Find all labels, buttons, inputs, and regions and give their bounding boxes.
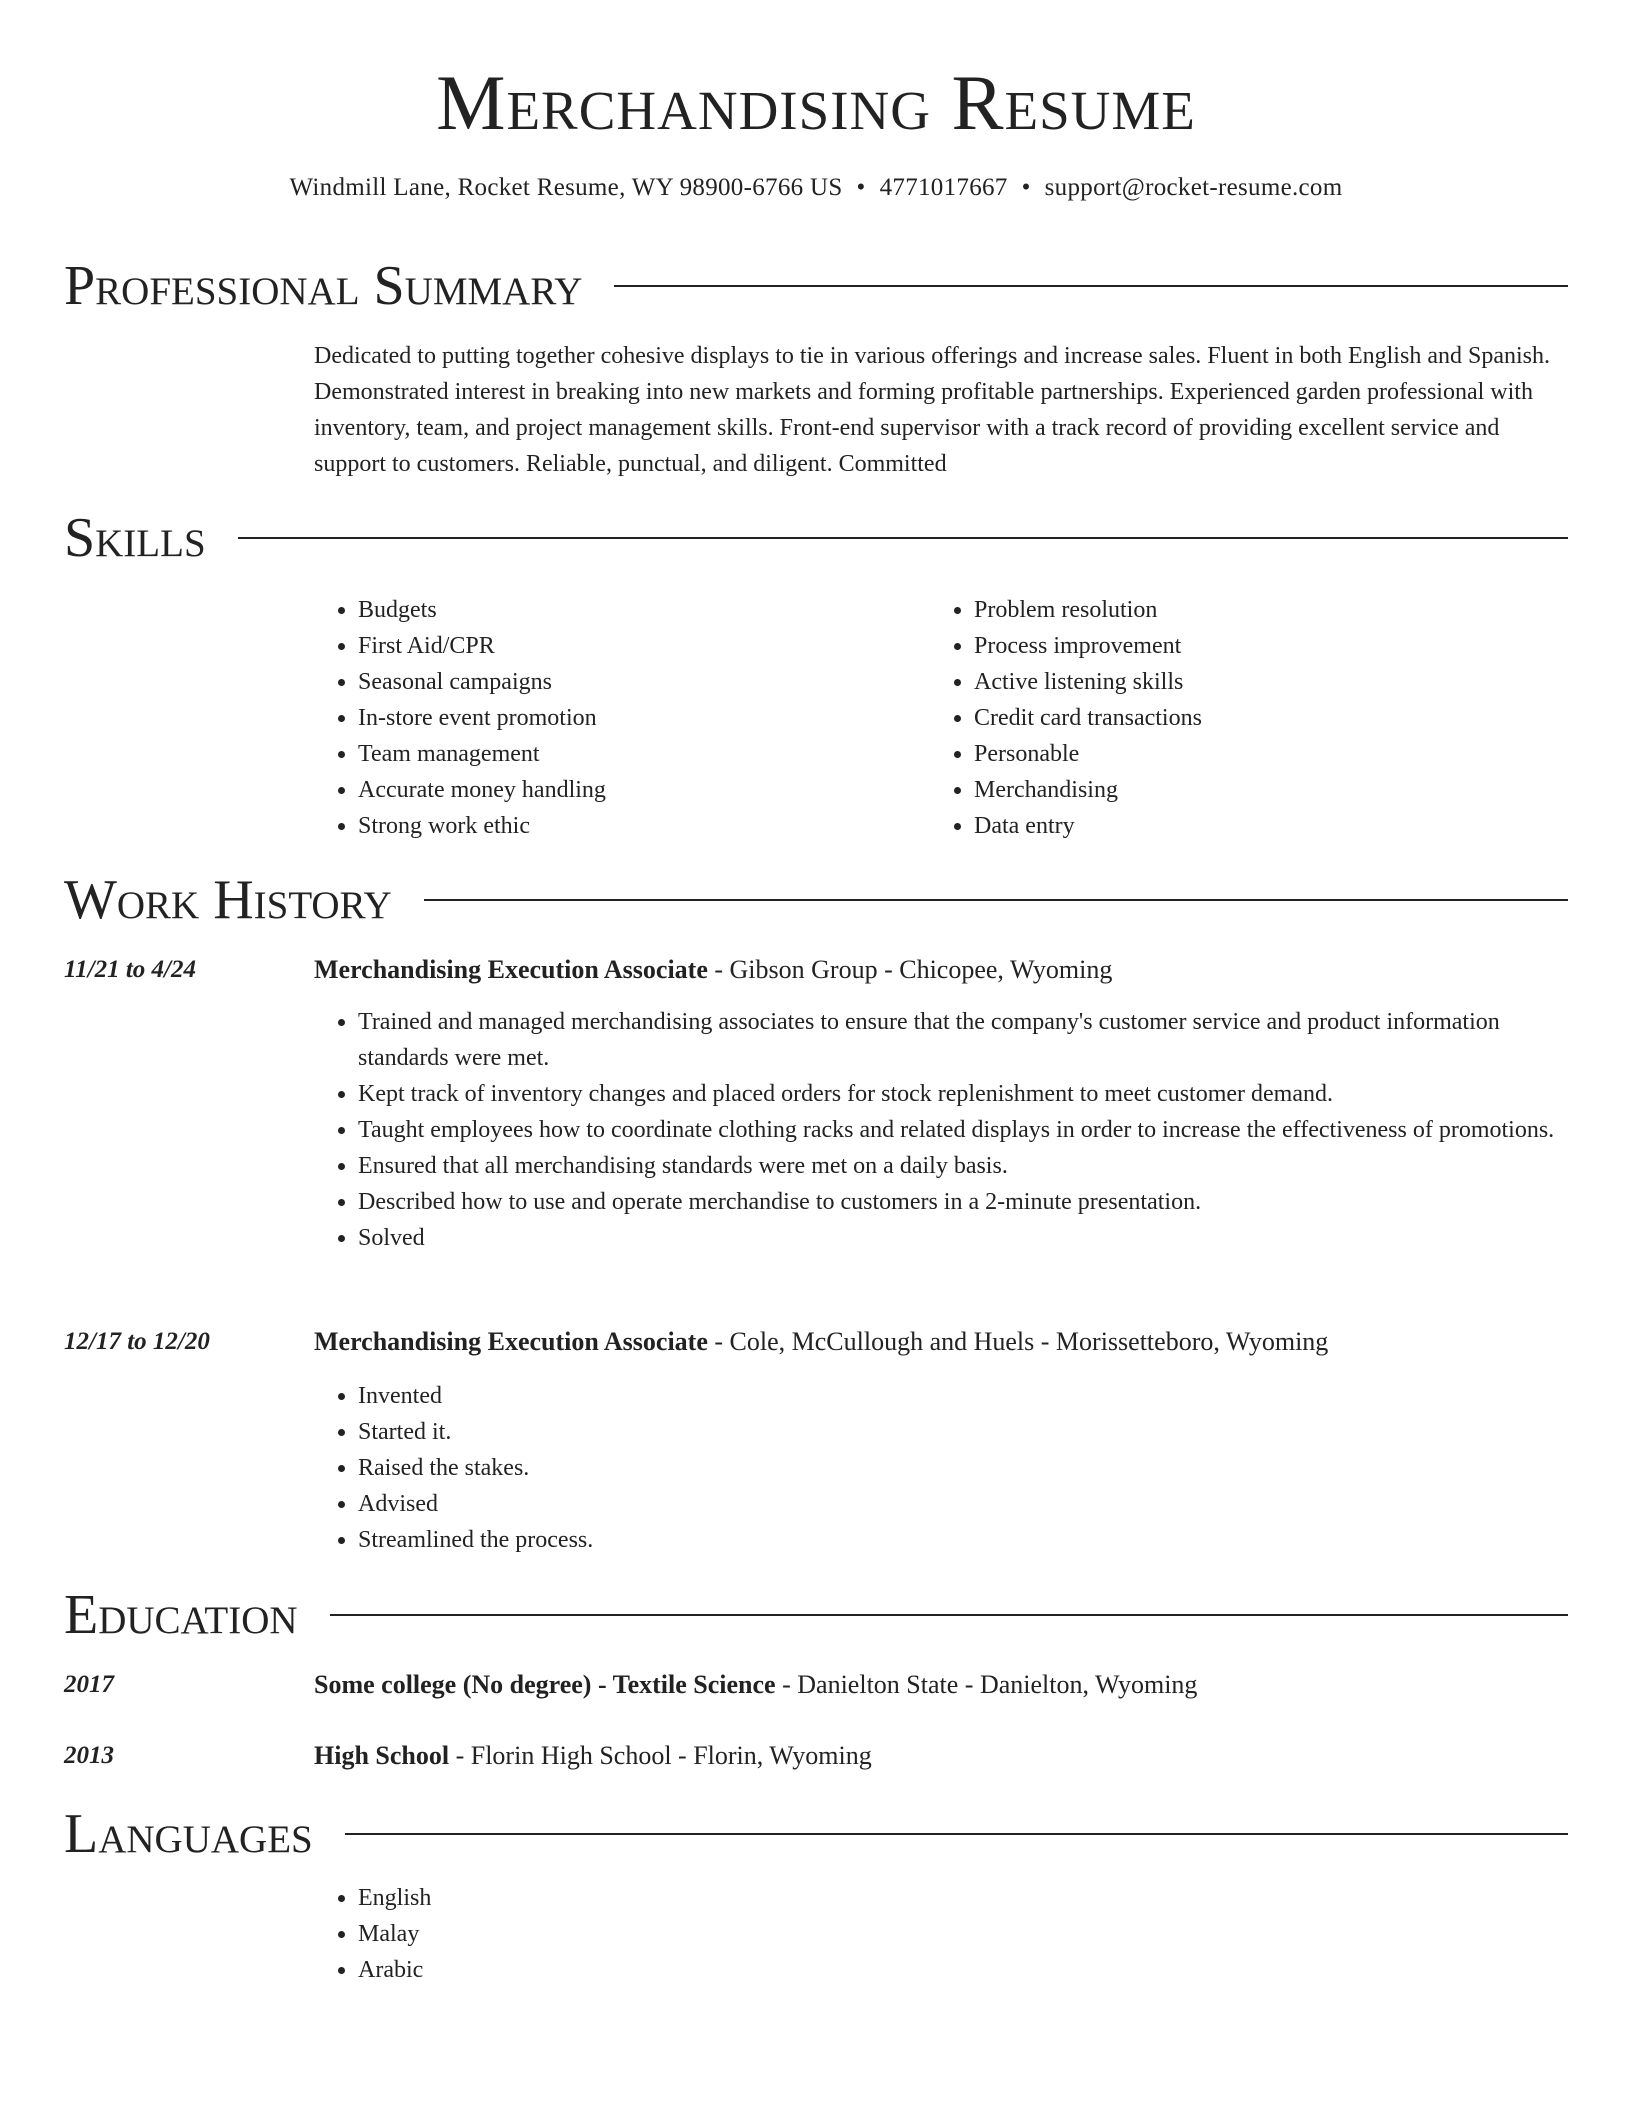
skill-item: • First Aid/CPR <box>358 628 914 664</box>
skills-list-right <box>930 592 1530 844</box>
job-bullet: • Ensured that all merchandising standards were met on a daily basis. <box>358 1148 1568 1184</box>
contact-line <box>0 174 1632 202</box>
job-bullets <box>314 1378 1568 1558</box>
phone: 4771017667 <box>879 174 1008 201</box>
skill-item: • Personable <box>974 736 1530 772</box>
job-bullets <box>314 1004 1568 1256</box>
education-heading <box>64 1584 1568 1646</box>
job-bullet: • Raised the stakes. <box>358 1450 1568 1486</box>
job-title: Merchandising Execution Associate <box>314 1327 708 1356</box>
skill-item: • Accurate money handling <box>358 772 914 808</box>
job-bullet: • Trained and managed merchandising associates to ensure that the company's customer service and product information standards were met. <box>358 1004 1568 1076</box>
section-title: Work History <box>64 869 392 931</box>
job-dates: 11/21 to 4/24 <box>64 956 196 983</box>
education-entry <box>314 1670 1568 1700</box>
section-title: Education <box>64 1584 298 1646</box>
resume-name: Merchandising Resume <box>436 59 1196 146</box>
language-item: • Malay <box>358 1916 1568 1952</box>
section-title: Skills <box>64 507 206 569</box>
work-heading <box>64 869 1568 931</box>
job-dates: 12/17 to 12/20 <box>64 1328 210 1355</box>
section-rule <box>614 285 1568 287</box>
skill-item: • Credit card transactions <box>974 700 1530 736</box>
job-bullet: • Taught employees how to coordinate clothing racks and related displays in order to increase the effectiveness of promotions. <box>358 1112 1568 1148</box>
language-item: • Arabic <box>358 1952 1568 1988</box>
education-year: 2017 <box>64 1671 114 1698</box>
education-year: 2013 <box>64 1742 114 1769</box>
job-bullet: • Started it. <box>358 1414 1568 1450</box>
separator: • <box>1021 174 1031 201</box>
education-degree: Some college (No degree) - Textile Science <box>314 1670 776 1699</box>
summary-heading <box>64 255 1568 317</box>
job-heading <box>314 1327 1568 1357</box>
summary-text: Dedicated to putting together cohesive displays to tie in various offerings and increase sales. Fluent in both English and Spanish. Demonstrated interest in breaking into new markets and forming profitable partnerships. Experienced garden professional with inventory, team, and project management skills. Front-end supervisor with a track record of providing excellent service and support to customers. Reliable, punctual, and diligent. Committed <box>314 343 1550 477</box>
section-title: Languages <box>64 1803 313 1865</box>
skill-item: • Seasonal campaigns <box>358 664 914 700</box>
job-details: - Cole, McCullough and Huels - Morissetteboro, Wyoming <box>707 1327 1329 1356</box>
education-details: - Florin High School - Florin, Wyoming <box>449 1741 872 1770</box>
job-bullet: • Streamlined the process. <box>358 1522 1568 1558</box>
job-bullet: • Advised <box>358 1486 1568 1522</box>
section-rule <box>345 1833 1568 1835</box>
skill-item: • Strong work ethic <box>358 808 914 844</box>
skill-item: • Active listening skills <box>974 664 1530 700</box>
skills-list-left <box>314 592 914 844</box>
address: Windmill Lane, Rocket Resume, WY 98900-6766 US <box>289 174 843 201</box>
languages-list <box>314 1880 1568 1988</box>
job-bullet: • Solved <box>358 1220 1568 1256</box>
section-rule <box>424 899 1568 901</box>
job-bullet: • Invented <box>358 1378 1568 1414</box>
language-item: • English <box>358 1880 1568 1916</box>
education-details: - Danielton State - Danielton, Wyoming <box>775 1670 1198 1699</box>
skills-heading <box>64 507 1568 569</box>
section-rule <box>330 1614 1568 1616</box>
skill-item: • Data entry <box>974 808 1530 844</box>
job-bullet: • Kept track of inventory changes and placed orders for stock replenishment to meet customer demand. <box>358 1076 1568 1112</box>
job-details: - Gibson Group - Chicopee, Wyoming <box>707 955 1113 984</box>
skill-item: • Process improvement <box>974 628 1530 664</box>
skill-item: • Budgets <box>358 592 914 628</box>
separator: • <box>856 174 866 201</box>
skill-item: • In-store event promotion <box>358 700 914 736</box>
job-title: Merchandising Execution Associate <box>314 955 708 984</box>
skill-item: • Team management <box>358 736 914 772</box>
job-bullet: • Described how to use and operate merchandise to customers in a 2-minute presentation. <box>358 1184 1568 1220</box>
skill-item: • Merchandising <box>974 772 1530 808</box>
section-rule <box>238 537 1568 539</box>
education-entry <box>314 1741 1568 1771</box>
education-degree: High School <box>314 1741 450 1770</box>
email: support@rocket-resume.com <box>1044 174 1343 201</box>
skill-item: • Problem resolution <box>974 592 1530 628</box>
languages-heading <box>64 1803 1568 1865</box>
section-title: Professional Summary <box>64 255 583 317</box>
job-heading <box>314 955 1568 985</box>
